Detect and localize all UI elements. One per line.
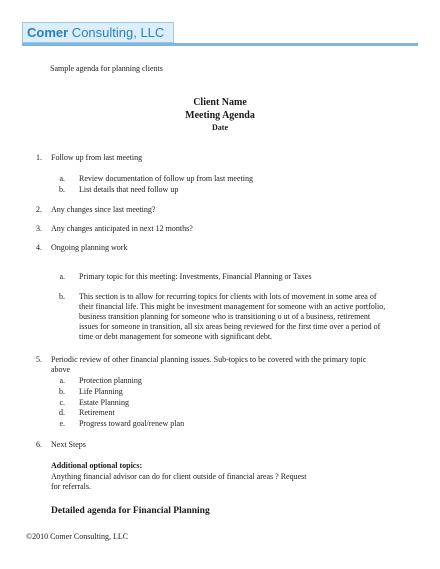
paragraph-line: above [51, 365, 71, 374]
sub-letter: b. [59, 387, 65, 396]
intro-text: Sample agenda for planning clients [50, 64, 163, 73]
client-name: Client Name [193, 97, 247, 108]
agenda-item: Any changes since last meeting? [51, 205, 156, 214]
sub-item: Review documentation of follow up from last meeting [79, 174, 253, 183]
agenda-item [51, 355, 416, 375]
item-number: 1. [36, 153, 42, 162]
paragraph-line: their financial life. This might be investment management for someone with an active portfolio, [79, 302, 386, 311]
sub-item: Life Planning [79, 387, 123, 396]
sub-item: Retirement [79, 408, 115, 417]
sub-item: Estate Planning [79, 398, 129, 407]
optional-topics-line: for referrals. [51, 482, 91, 491]
agenda-date: Date [212, 123, 228, 132]
header-rule [22, 43, 418, 46]
logo-brand: Comer [27, 25, 69, 40]
sub-item: Protection planning [79, 376, 142, 385]
copyright-footer: ©2010 Comer Consulting, LLC [26, 532, 129, 541]
sub-paragraph [79, 292, 409, 342]
sub-letter: b. [59, 292, 65, 301]
sub-letter: a. [59, 174, 65, 183]
sub-letter: a. [59, 376, 65, 385]
agenda-item: Next Steps [51, 440, 86, 449]
sub-item: Progress toward goal/renew plan [79, 419, 185, 428]
paragraph-line: Periodic review of other financial planning issues. Sub-topics to be covered with the primary topic [51, 355, 367, 364]
sub-item: List details that need follow up [79, 185, 179, 194]
detailed-agenda-heading: Detailed agenda for Financial Planning [51, 506, 210, 516]
optional-topics-title: Additional optional topics: [51, 461, 143, 470]
paragraph-line: time or debt management for someone with significant debt. [79, 332, 273, 341]
sub-letter: d. [59, 408, 65, 417]
logo-text [27, 24, 164, 41]
paragraph-line: issues for someone in transition, all six areas being reviewed for the first time over a period of [79, 322, 381, 331]
optional-topics-line: Anything financial advisor can do for client outside of financial areas ? Request [51, 472, 307, 481]
item-number: 2. [36, 205, 42, 214]
item-number: 5. [36, 355, 42, 364]
company-logo [22, 22, 174, 43]
agenda-item: Follow up from last meeting [51, 153, 143, 162]
sub-letter: b. [59, 185, 65, 194]
paragraph-line: This section is to allow for recurring topics for clients with lots of movement in some area of [79, 292, 377, 301]
paragraph-line: business transition planning for someone who is transitioning o ut of a business, retirement [79, 312, 371, 321]
item-number: 4. [36, 243, 42, 252]
item-number: 3. [36, 224, 42, 233]
agenda-item: Any changes anticipated in next 12 months? [51, 224, 193, 233]
agenda-item: Ongoing planning work [51, 243, 128, 252]
item-number: 6. [36, 440, 42, 449]
agenda-title: Meeting Agenda [185, 110, 255, 121]
logo-suffix: Consulting, LLC [68, 25, 165, 40]
sub-letter: a. [59, 272, 65, 281]
sub-letter: e. [59, 419, 65, 428]
sub-item: Primary topic for this meeting: Investments, Financial Planning or Taxes [79, 272, 312, 281]
sub-letter: c. [59, 398, 65, 407]
